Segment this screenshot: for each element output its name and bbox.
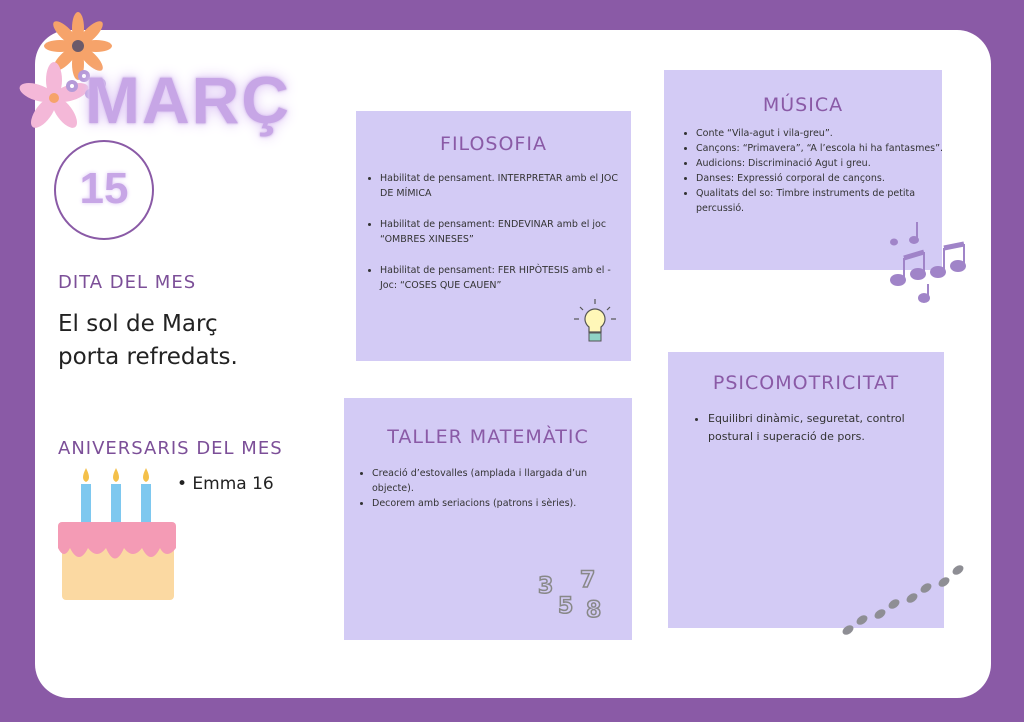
taller-list (350, 466, 622, 511)
list-item: • Habilitat de pensament: FER HIPÒTESIS amb el -Joc: “COSES QUE CAUEN” (380, 263, 620, 293)
list-item: • Conte “Vila-agut i vila-greu”. (696, 126, 946, 141)
list-item: • Creació d’estovalles (amplada i llargada d’un objecte). (372, 466, 622, 496)
digit: 5 (558, 594, 574, 619)
saying-line-2: porta refredats. (58, 344, 238, 370)
music-notes-icon (884, 214, 970, 306)
list-item: • Habilitat de pensament. INTERPRETAR amb el JOC DE MÍMICA (380, 171, 620, 201)
saying-text (58, 308, 238, 374)
birthdays-heading: ANIVERSARIS DEL MES (58, 438, 283, 459)
day-badge (54, 140, 154, 240)
list-item: • Cançons: “Primavera”, “A l’escola hi ha fantasmes”. (696, 141, 946, 156)
month-title: MARÇ (85, 63, 291, 137)
lightbulb-icon (570, 297, 620, 347)
list-item: • Equilibri dinàmic, seguretat, control postural i superació de pors. (708, 410, 944, 446)
card-filosofia (356, 111, 631, 361)
numbers-icon (538, 568, 608, 630)
card-taller (344, 398, 632, 640)
footprints-icon (836, 556, 974, 642)
digit: 7 (580, 568, 596, 593)
list-item: • Habilitat de pensament: ENDEVINAR amb el joc “OMBRES XINESES” (380, 217, 620, 247)
filosofia-list (358, 171, 620, 293)
list-item: • Audicions: Discriminació Agut i greu. (696, 156, 946, 171)
day-number: 15 (79, 164, 129, 213)
digit: 8 (586, 598, 602, 623)
card-title-filosofia: FILOSOFIA (440, 133, 547, 155)
list-item: • Decorem amb seriacions (patrons i sèries). (372, 496, 622, 511)
digit: 3 (538, 574, 554, 599)
saying-line-1: El sol de Març (58, 311, 218, 337)
card-title-psico: PSICOMOTRICITAT (712, 372, 900, 394)
psico-list (686, 410, 944, 446)
birthday-item: • Emma 16 (177, 474, 274, 494)
birthday-cake-icon (56, 464, 178, 604)
card-title-taller: TALLER MATEMÀTIC (387, 426, 589, 448)
saying-heading: DITA DEL MES (58, 272, 197, 293)
musica-list (674, 126, 946, 216)
list-item: • Qualitats del so: Timbre instruments de petita percussió. (696, 186, 946, 216)
card-title-musica: MÚSICA (762, 94, 844, 116)
list-item: • Danses: Expressió corporal de cançons. (696, 171, 946, 186)
